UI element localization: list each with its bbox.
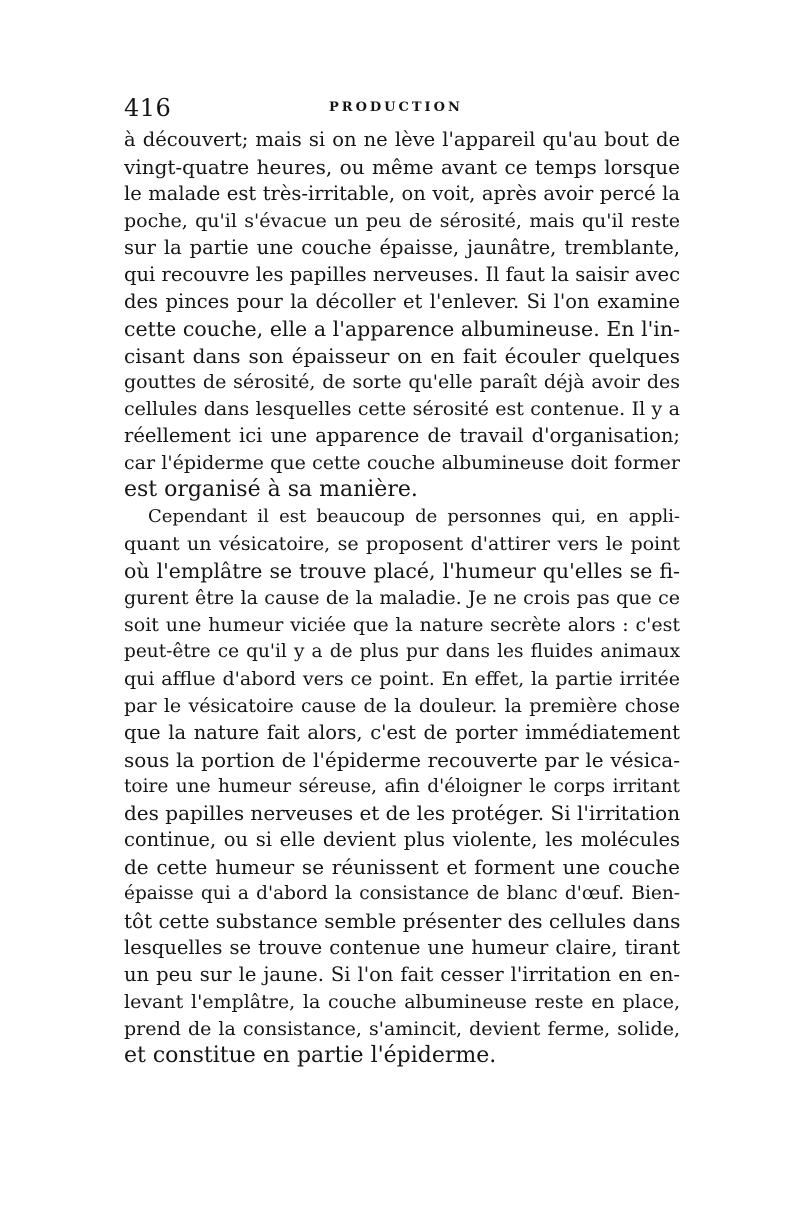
paragraph-end-line: est organisé à sa manière. <box>124 477 418 503</box>
text-line: lesquelles se trouve contenue une humeur claire, tirant <box>124 936 680 960</box>
text-line: sous la portion de l'épiderme recouverte par le vésica- <box>124 747 680 772</box>
text-line: car l'épiderme que cette couche albumineuse doit former <box>124 452 680 475</box>
text-line: continue, ou si elle devient plus violente, les molécules <box>124 828 680 852</box>
text-line: prend de la consistance, s'amincit, devient ferme, solide, <box>124 1017 680 1040</box>
text-line: tôt cette substance semble présenter des cellules dans <box>124 909 680 934</box>
text-line: le malade est très-irritable, on voit, après avoir percé la <box>124 181 680 205</box>
text-line: que la nature fait alors, c'est de porter immédiatement <box>124 720 680 744</box>
text-line: vingt-quatre heures, ou même avant ce temps lorsque <box>124 154 680 179</box>
text-line: gurent être la cause de la maladie. Je ne crois pas que ce <box>124 586 680 609</box>
text-line: poche, qu'il s'évacue un peu de sérosité, mais qu'il reste <box>124 209 680 232</box>
body-text <box>124 127 680 1070</box>
text-line: levant l'emplâtre, la couche albumineuse reste en place, <box>124 991 680 1013</box>
text-line: épaisse qui a d'abord la consistance de blanc d'œuf. Bien- <box>124 883 680 905</box>
text-line: sur la partie une couche épaisse, jaunâtre, tremblante, <box>124 235 680 259</box>
text-line: soit une humeur viciée que la nature secrète alors : c'est <box>124 613 680 636</box>
text-line: cellules dans lesquelles cette sérosité est contenue. Il y a <box>124 398 680 421</box>
text-line: cisant dans son épaisseur on en fait écouler quelques <box>124 343 680 368</box>
running-title: PRODUCTION <box>329 100 463 115</box>
text-line: toire une humeur séreuse, afin d'éloigner le corps irritant <box>124 775 680 797</box>
text-line: gouttes de sérosité, de sorte qu'elle paraît déjà avoir des <box>124 371 680 394</box>
text-line: qui recouvre les papilles nerveuses. Il faut la saisir avec <box>124 262 680 286</box>
text-line: de cette humeur se réunissent et forment une couche <box>124 855 680 880</box>
text-line: des papilles nerveuses et de les protéger. Si l'irritation <box>124 801 680 826</box>
page-header <box>124 94 684 128</box>
paragraph-end-line: et constitue en partie l'épiderme. <box>124 1042 497 1068</box>
text-line: où l'emplâtre se trouve placé, l'humeur qu'elles se fi- <box>124 559 680 583</box>
page-number: 416 <box>124 94 172 122</box>
text-line: peut-être ce qu'il y a de plus pur dans les fluides animaux <box>124 640 680 662</box>
text-line: un peu sur le jaune. Si l'on fait cesser l'irritation en en- <box>124 963 680 987</box>
text-line: des pinces pour la décoller et l'enlever. Si l'on examine <box>124 289 680 313</box>
text-line: quant un vésicatoire, se proposent d'attirer vers le point <box>124 533 680 556</box>
paragraph-start-line: Cependant il est beaucoup de personnes qui, en appli- <box>148 506 680 528</box>
text-line: cette couche, elle a l'apparence albumineuse. En l'in- <box>124 316 680 341</box>
text-line: à découvert; mais si on ne lève l'appareil qu'au bout de <box>124 128 680 151</box>
text-line: par le vésicatoire cause de la douleur. la première chose <box>124 694 680 717</box>
text-line: réellement ici une apparence de travail d'organisation; <box>124 424 680 448</box>
text-line: qui afflue d'abord vers ce point. En effet, la partie irritée <box>124 667 680 690</box>
